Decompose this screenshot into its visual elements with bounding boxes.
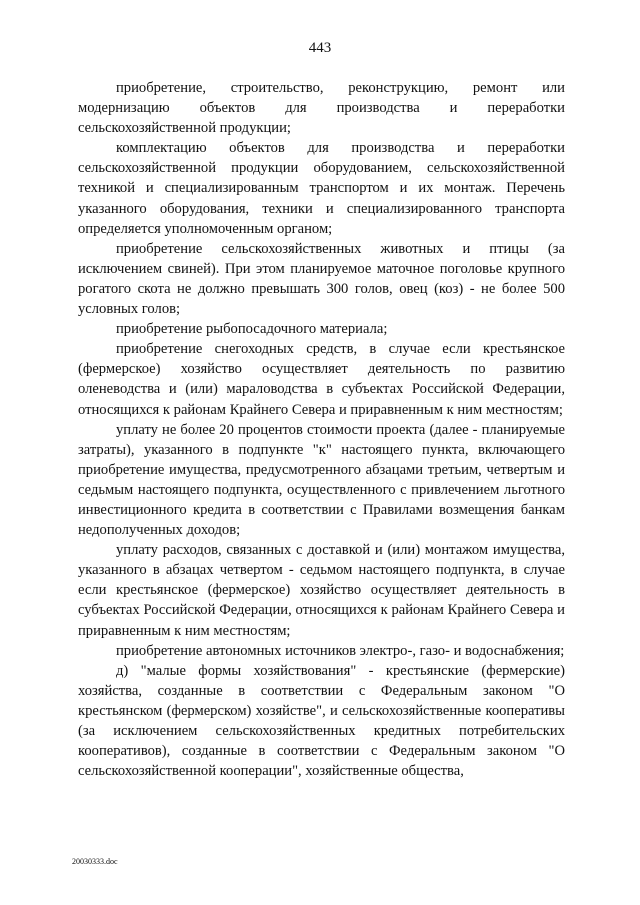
paragraph-snowmobiles: приобретение снегоходных средств, в случае если крестьянское (фермерское) хозяйство осуществляет деятельность по развитию оленеводства и (или) мараловодства в субъектах Российской Федерации, относящихся к районам Крайнего Севера и приравненным к ним местностям; — [78, 341, 565, 418]
paragraph-fish-stock: приобретение рыбопосадочного материала; — [116, 321, 388, 338]
page-number: 443 — [308, 40, 332, 56]
footer-file-code: 20030333.doc — [72, 857, 118, 866]
paragraph-livestock-acquisition: приобретение сельскохозяйственных животных и птицы (за исключением свиней). При этом планируемое маточное поголовье крупного рогатого скота не должно превышать 300 голов, овец (коз) - не более 500 условных голов; — [78, 240, 565, 318]
document-body — [78, 78, 565, 781]
paragraph-project-cost: уплату не более 20 процентов стоимости проекта (далее - планируемые затраты), указанного в подпункте "к" настоящего пункта, включающего приобретение имущества, предусмотренного абзацами третьим, четвертым и седьмым настоящего подпункта, осуществленного с привлечением льготного инвестиционного кредита в соответствии с Правилами возмещения банкам недополученных доходов; — [78, 421, 565, 539]
paragraph-delivery-costs: уплату расходов, связанных с доставкой и (или) монтажом имущества, указанного в абзацах четвертом - седьмом настоящего подпункта, в случае если крестьянское (фермерское) хозяйство осуществляет деятельность в субъектах Российской Федерации, относящихся к районам Крайнего Севера и приравненным к ним местностям; — [78, 542, 565, 639]
paragraph-small-forms-definition: д) "малые формы хозяйствования" - крестьянские (фермерские) хозяйства, созданные в соответствии с Федеральным законом "О крестьянском (фермерском) хозяйстве", и сельскохозяйственные кооперативы (за исключением сельскохозяйственных кредитных потребительских кооперативов), созданные в соответствии с Федеральным законом "О сельскохозяйственной кооперации", хозяйственные общества, — [78, 662, 565, 780]
paragraph-acquisition-construction: приобретение, строительство, реконструкцию, ремонт или модернизацию объектов для производства и переработки сельскохозяйственной продукции; — [78, 80, 565, 137]
paragraph-equipment-completion: комплектацию объектов для производства и переработки сельскохозяйственной продукции оборудованием, сельскохозяйственной техникой и специализированным транспортом и их монтаж. Перечень указанного оборудования, техники и специализированного транспорта определяется уполномоченным органом; — [78, 140, 565, 237]
paragraph-autonomous-sources: приобретение автономных источников электро-, газо- и водоснабжения; — [116, 642, 565, 659]
